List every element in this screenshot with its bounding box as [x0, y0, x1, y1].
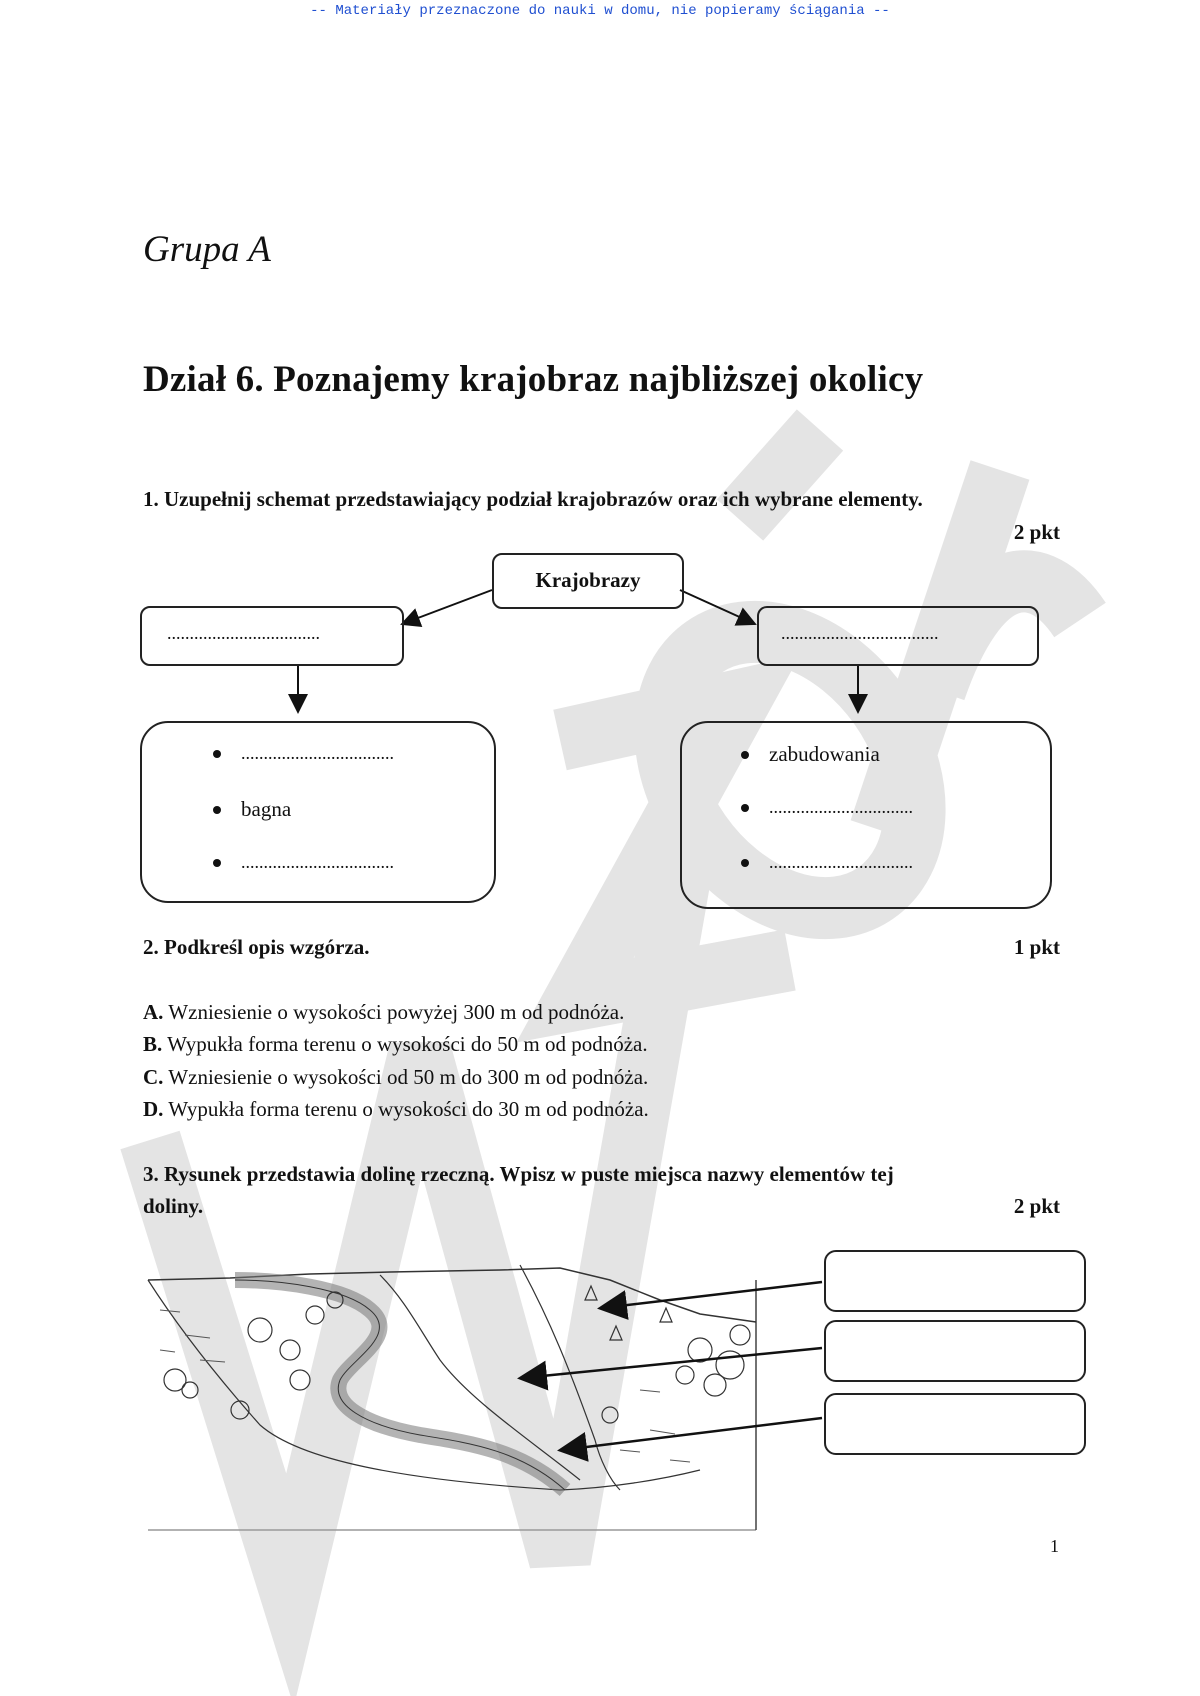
- section-title: Dział 6. Poznajemy krajobraz najbliższej okolicy: [143, 359, 924, 400]
- question-3-points: 2 pkt: [1013, 1194, 1060, 1218]
- option-b[interactable]: B. Wypukła forma terenu o wysokości do 50 m od podnóża.: [143, 1032, 648, 1056]
- root-box-label: Krajobrazy: [535, 568, 641, 592]
- question-3-text: Rysunek przedstawia dolinę rzeczną. Wpisz w puste miejsca nazwy elementów tej: [164, 1162, 894, 1186]
- answer-box-2[interactable]: [824, 1320, 1086, 1382]
- option-d[interactable]: D. Wypukła forma terenu o wysokości do 30 m od podnóża.: [143, 1097, 649, 1121]
- option-c[interactable]: C. Wzniesienie o wysokości od 50 m do 300 m od podnóża.: [143, 1065, 649, 1089]
- option-a[interactable]: A. Wzniesienie o wysokości powyżej 300 m od podnóża.: [143, 1000, 625, 1024]
- page-number: 1: [1050, 1536, 1059, 1556]
- group-label: Grupa A: [143, 229, 271, 270]
- right-category-blank: ...................................: [781, 623, 939, 643]
- left-item-1[interactable]: ..................................: [213, 743, 394, 764]
- pointer-arrow-2: [522, 1348, 822, 1378]
- answer-box-1[interactable]: [824, 1250, 1086, 1312]
- question-1-points: 2 pkt: [1013, 520, 1060, 544]
- question-3-number: 3.: [143, 1162, 159, 1186]
- right-item-2[interactable]: ................................: [741, 797, 913, 818]
- left-item-3[interactable]: ..................................: [213, 852, 394, 873]
- question-2-points: 1 pkt: [1013, 935, 1060, 959]
- question-3-line-2: doliny.: [143, 1194, 204, 1218]
- left-category-blank: ..................................: [167, 623, 320, 643]
- pointer-arrow-3: [562, 1418, 822, 1450]
- pointer-arrow-1: [602, 1282, 822, 1308]
- question-2-number: 2.: [143, 935, 159, 959]
- header-note: -- Materiały przeznaczone do nauki w domu, nie popieramy ściągania --: [310, 3, 890, 19]
- right-item-3[interactable]: ................................: [741, 852, 913, 873]
- right-item-1: zabudowania: [741, 742, 880, 767]
- question-1-text: Uzupełnij schemat przedstawiający podział krajobrazów oraz ich wybrane elementy.: [164, 487, 923, 511]
- question-1-number: 1.: [143, 487, 159, 511]
- left-item-2: bagna: [213, 797, 291, 822]
- answer-box-3[interactable]: [824, 1393, 1086, 1455]
- question-2-text: Podkreśl opis wzgórza.: [164, 935, 370, 959]
